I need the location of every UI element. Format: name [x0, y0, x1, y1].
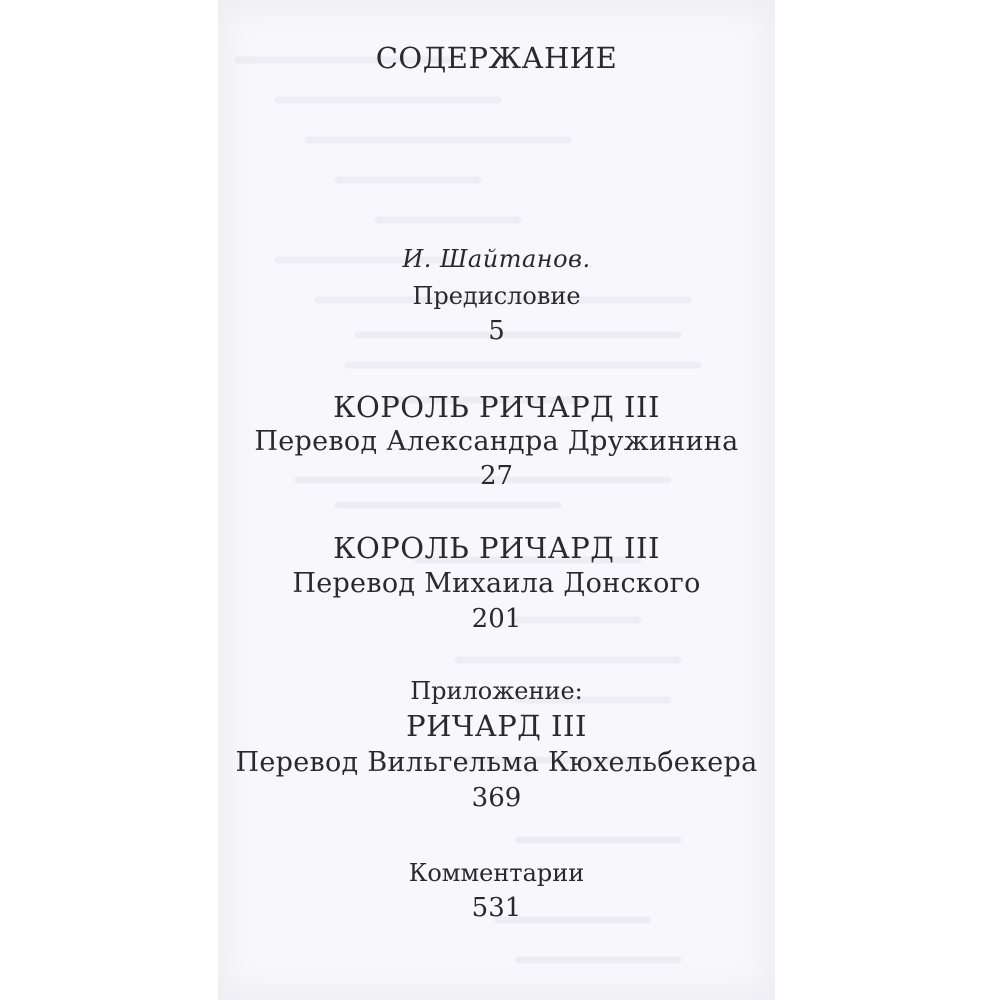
toc-entry-page-number: 201 — [471, 604, 522, 634]
toc-entry-title: РИЧАРД III — [406, 709, 587, 743]
toc-entry-translator: Перевод Михаила Донского — [292, 568, 701, 599]
toc-entry-page-number: 27 — [479, 461, 514, 491]
toc-entry-label: Приложение: — [410, 677, 583, 705]
toc-entry-label: Комментарии — [408, 859, 585, 887]
toc-entry-page-number: 369 — [471, 783, 522, 813]
toc-entry-translator: Перевод Александра Дружинина — [254, 426, 739, 457]
toc-entry-page-number: 5 — [488, 316, 505, 346]
toc-entry-page-number: 531 — [471, 893, 522, 923]
book-page — [218, 0, 775, 1000]
bleed-through-texture — [218, 0, 775, 1000]
toc-entry-title: КОРОЛЬ РИЧАРД III — [333, 531, 660, 565]
contents-heading: СОДЕРЖАНИЕ — [375, 41, 618, 75]
toc-entry-title: КОРОЛЬ РИЧАРД III — [333, 390, 660, 424]
toc-entry-translator: Перевод Вильгельма Кюхельбекера — [235, 747, 758, 778]
toc-entry-author: И. Шайтанов. — [402, 245, 591, 273]
toc-entry-label: Предисловие — [412, 282, 581, 310]
